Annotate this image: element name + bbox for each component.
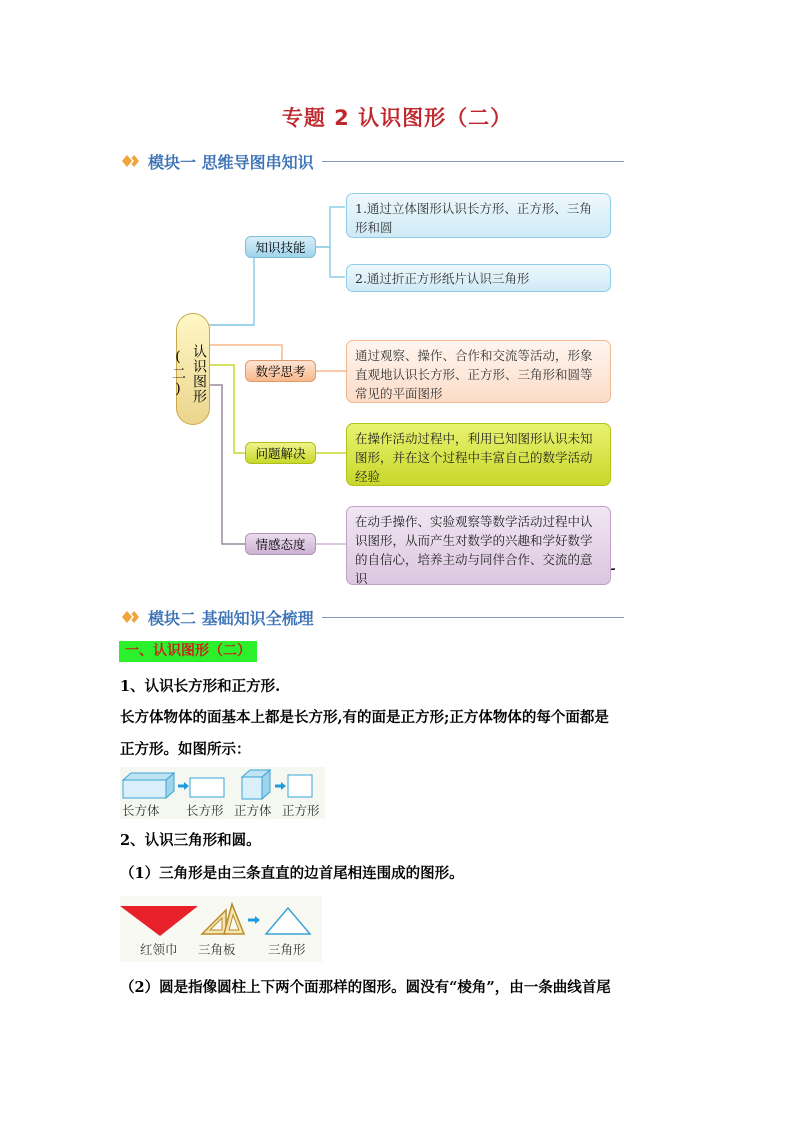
figure-label-triangle: 三角形	[268, 942, 306, 957]
mindmap-node-problem: 问题解决	[245, 442, 316, 464]
module-title: 模块二 基础知识全梳理	[148, 608, 314, 628]
paragraph-3: 2、认识三角形和圆。	[120, 832, 261, 849]
figure-shapes-2-drawing	[120, 896, 322, 940]
figure-label-square: 正方形	[282, 803, 320, 818]
mindmap-detail-attitude: 在动手操作、实验观察等数学活动过程中认识图形，从而产生对数学的兴趣和学好数学的自信心，培养主动与同伴合作、交流的意识	[346, 506, 611, 585]
page-title: 专题 2 认识图形（二）	[281, 106, 513, 130]
module-divider	[322, 617, 624, 618]
figure-label-red-scarf: 红领巾	[140, 942, 178, 957]
mindmap-detail-thinking: 通过观察、操作、合作和交流等活动，形象直观地认识长方形、正方形、三角形和圆等常见的平面图形	[346, 340, 611, 403]
mindmap-node-knowledge: 知识技能	[245, 236, 316, 258]
mindmap-root: 认识图形(二)	[176, 313, 210, 425]
paragraph-5: （2）圆是指像圆柱上下两个面那样的图形。圆没有“棱角”，由一条曲线首尾	[120, 979, 611, 996]
figure-shapes-1-drawing	[120, 767, 325, 801]
figure-shapes-1	[120, 767, 325, 819]
module-title: 模块一 思维导图串知识	[148, 152, 314, 172]
double-diamond-icon	[122, 154, 142, 168]
figure-label-rectangle: 长方形	[186, 803, 224, 818]
paragraph-1: 1、认识长方形和正方形.	[120, 678, 281, 695]
mindmap-detail-knowledge-1: 1.通过立体图形认识长方形、正方形、三角形和圆	[346, 193, 611, 238]
paragraph-2a: 长方体物体的面基本上都是长方形,有的面是正方形;正方体物体的每个面都是	[120, 709, 609, 726]
figure-shapes-2	[120, 896, 322, 962]
figure-label-cuboid: 长方体	[122, 803, 160, 818]
paragraph-4: （1）三角形是由三条直直的边首尾相连围成的图形。	[120, 865, 464, 882]
figure-label-set-square: 三角板	[198, 942, 236, 957]
mindmap-detail-problem: 在操作活动过程中，利用已知图形认识未知图形，并在这个过程中丰富自己的数学活动经验	[346, 423, 611, 486]
mindmap-node-thinking: 数学思考	[245, 360, 316, 382]
section-heading: 一、认识图形（二）	[119, 641, 257, 662]
module-divider	[322, 161, 624, 162]
figure-label-cube: 正方体	[234, 803, 272, 818]
double-diamond-icon	[122, 610, 142, 624]
module-header-1	[122, 148, 624, 174]
mindmap-node-attitude: 情感态度	[245, 533, 316, 555]
paragraph-2b: 正方形。如图所示：	[120, 741, 251, 758]
module-header-2	[122, 604, 624, 630]
mindmap-detail-knowledge-2: 2.通过折正方形纸片认识三角形	[346, 264, 611, 292]
